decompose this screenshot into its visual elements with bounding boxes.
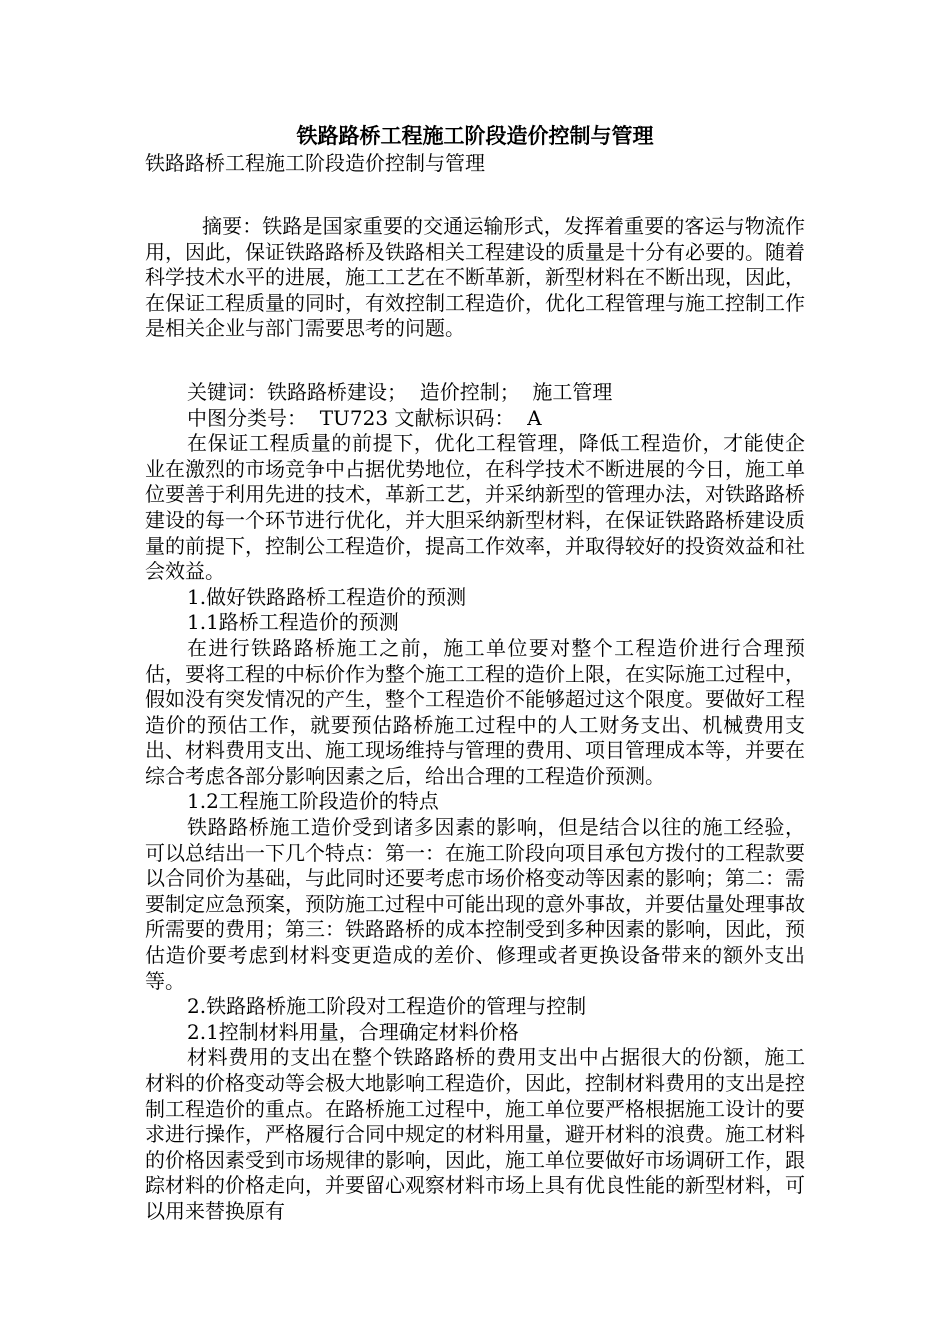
document-subtitle: 铁路路桥工程施工阶段造价控制与管理 bbox=[145, 151, 485, 175]
paragraph-2-1: 材料费用的支出在整个铁路路桥的费用支出中占据很大的份额，施工材料的价格变动等会极大地影响工程造价，因此，控制材料费用的支出是控制工程造价的重点。在路桥施工过程中，施工单位要严格根据施工设计的要求进行操作，严格履行合同中规定的材料用量，避开材料的浪费。施工材料的价格因素受到市场规律的影响，因此，施工单位要做好市场调研工作，跟踪材料的价格走向，并要留心观察材料市场上具有优良性能的新型材料，可以用来替换原有 bbox=[145, 1045, 805, 1223]
subsection-heading-1-1: 1.1路桥工程造价的预测 bbox=[187, 610, 399, 635]
section-heading-2: 2.铁路路桥施工阶段对工程造价的管理与控制 bbox=[187, 994, 587, 1019]
document-title: 铁路路桥工程施工阶段造价控制与管理 bbox=[296, 123, 654, 148]
document-page bbox=[145, 122, 805, 1225]
abstract-paragraph: 摘要：铁路是国家重要的交通运输形式，发挥着重要的客运与物流作用，因此，保证铁路路桥及铁路相关工程建设的质量是十分有必要的。随着科学技术水平的进展，施工工艺在不断革新，新型材料在不断出现，因此，在保证工程质量的同时，有效控制工程造价，优化工程管理与施工控制工作是相关企业与部门需要思考的问题。 bbox=[145, 214, 805, 341]
keywords-line: 关键词：铁路路桥建设； 造价控制； 施工管理 bbox=[187, 379, 613, 404]
intro-paragraph: 在保证工程质量的前提下，优化工程管理，降低工程造价，才能使企业在激烈的市场竞争中占据优势地位，在科学技术不断进展的今日，施工单位要善于利用先进的技术，革新工艺，并采纳新型的管理办法，对铁路路桥建设的每一个环节进行优化，并大胆采纳新型材料，在保证铁路路桥建设质量的前提下，控制公工程造价，提高工作效率，并取得较好的投资效益和社会效益。 bbox=[145, 431, 805, 584]
subsection-heading-1-2: 1.2工程施工阶段造价的特点 bbox=[187, 789, 439, 814]
subsection-heading-2-1: 2.1控制材料用量，合理确定材料价格 bbox=[187, 1019, 519, 1044]
classification-line: 中图分类号： TU723 文献标识码： A bbox=[187, 405, 542, 430]
paragraph-1-2: 铁路路桥施工造价受到诸多因素的影响，但是结合以往的施工经验，可以总结出一下几个特点：第一：在施工阶段向项目承包方拨付的工程款要以合同价为基础，与此同时还要考虑市场价格变动等因素的影响；第二：需要制定应急预案，预防施工过程中可能出现的意外事故，并要估量处理事故所需要的费用；第三：铁路路桥的成本控制受到多种因素的影响，因此，预估造价要考虑到材料变更造成的差价、修理或者更换设备带来的额外支出等。 bbox=[145, 815, 805, 993]
section-heading-1: 1.做好铁路路桥工程造价的预测 bbox=[187, 584, 467, 609]
paragraph-1-1: 在进行铁路路桥施工之前，施工单位要对整个工程造价进行合理预估，要将工程的中标价作为整个施工工程的造价上限，在实际施工过程中，假如没有突发情况的产生，整个工程造价不能够超过这个限度。要做好工程造价的预估工作，就要预估路桥施工过程中的人工财务支出、机械费用支出、材料费用支出、施工现场维持与管理的费用、项目管理成本等，并要在综合考虑各部分影响因素之后，给出合理的工程造价预测。 bbox=[145, 635, 805, 788]
